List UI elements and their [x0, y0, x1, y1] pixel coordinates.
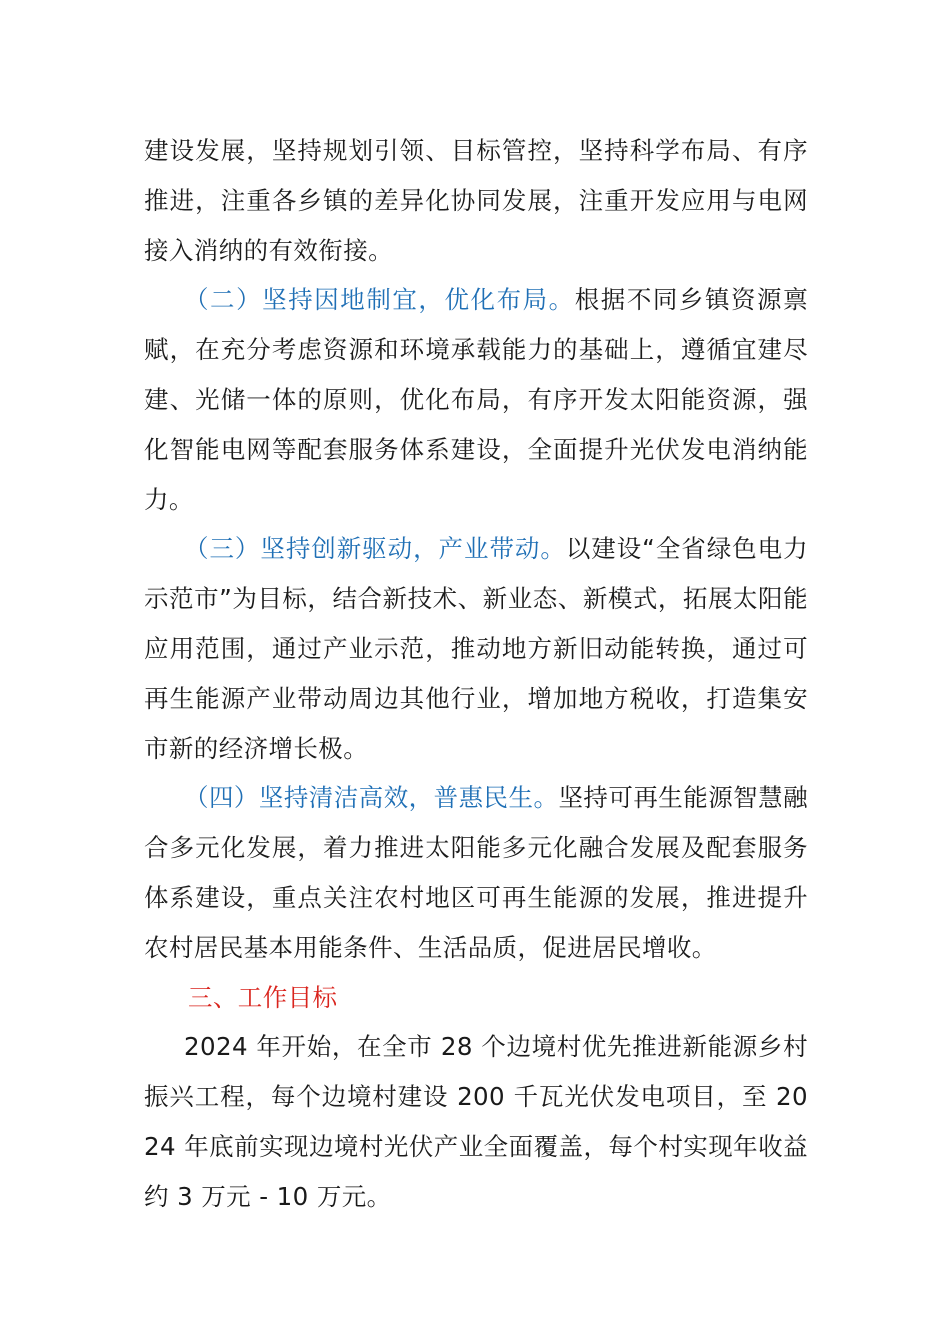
paragraph-continuation [144, 126, 808, 275]
paragraph-principle-4 [144, 773, 808, 972]
paragraph-body: 根据不同乡镇资源禀赋，在充分考虑资源和环境承载能力的基础上，遵循宜建尽建、光储一体的原则，优化布局，有序开发太阳能资源，强化智能电网等配套服务体系建设，全面提升光伏发电消纳能力。 [144, 285, 808, 514]
principle-heading-4: （四）坚持清洁高效，普惠民生。 [184, 783, 559, 813]
paragraph-principle-2 [144, 275, 808, 524]
paragraph-body: 坚持可再生能源智慧融合多元化发展，着力推进太阳能多元化融合发展及配套服务体系建设，重点关注农村地区可再生能源的发展，推进提升农村居民基本用能条件、生活品质，促进居民增收。 [144, 783, 808, 962]
paragraph-body: 以建设“全省绿色电力示范市”为目标，结合新技术、新业态、新模式，拓展太阳能应用范围，通过产业示范，推动地方新旧动能转换，通过可再生能源产业带动周边其他行业，增加地方税收，打造集安市新的经济增长极。 [144, 534, 808, 763]
principle-heading-2: （二）坚持因地制宜，优化布局。 [184, 285, 575, 315]
principle-heading-3: （三）坚持创新驱动，产业带动。 [184, 534, 566, 564]
paragraph-body: 2024 年开始，在全市 28 个边境村优先推进新能源乡村振兴工程，每个边境村建设 200 千瓦光伏发电项目，至 2024 年底前实现边境村光伏产业全面覆盖，每个村实现年收益约 3 万元 - 10 万元。 [144, 1032, 808, 1211]
paragraph-principle-3 [144, 524, 808, 773]
paragraph-body: 建设发展，坚持规划引领、目标管控，坚持科学布局、有序推进，注重各乡镇的差异化协同发展，注重开发应用与电网接入消纳的有效衔接。 [144, 136, 808, 265]
section-heading-work-goals: 三、工作目标 [188, 982, 338, 1012]
paragraph-goals [144, 1022, 808, 1221]
document-body [144, 126, 808, 1222]
